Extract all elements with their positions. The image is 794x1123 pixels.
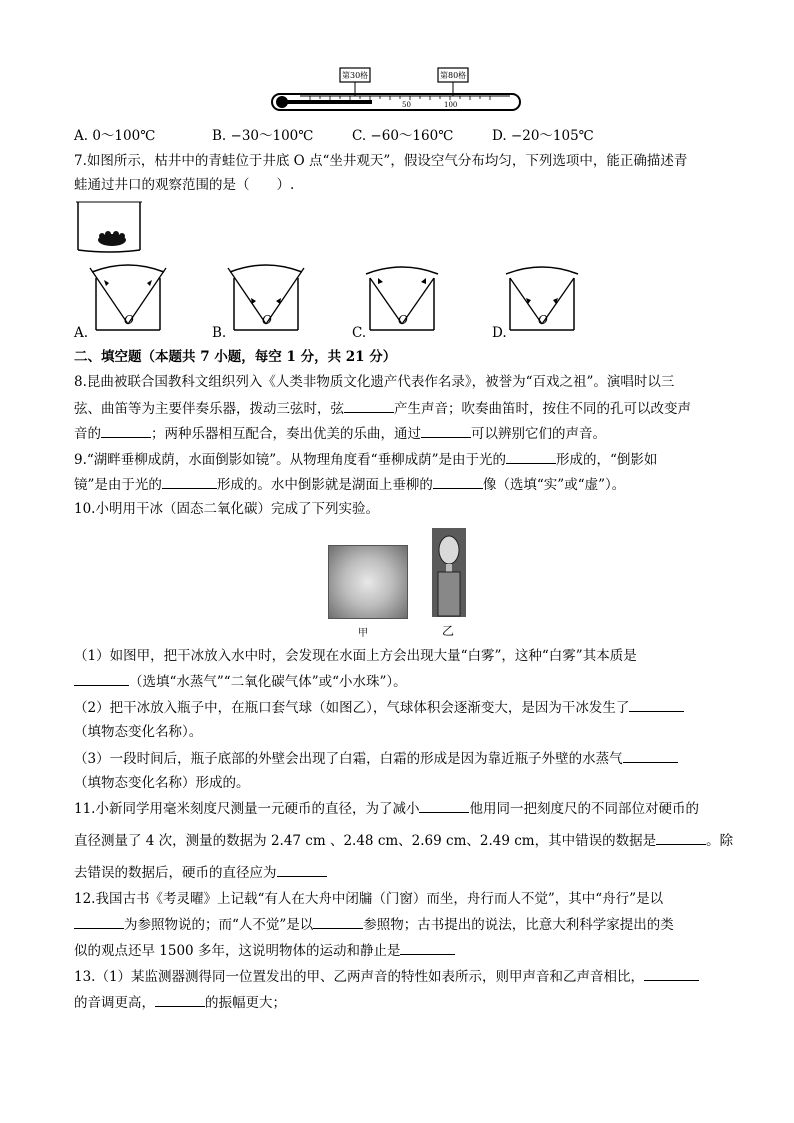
q13-blank-1[interactable] — [644, 966, 699, 981]
q10-part1-line-1: （1）如图甲，把干冰放入水中时，会发现在水面上方会出现大量“白雾”，这种“白雾”其本质是 — [74, 648, 637, 664]
q6-option-a: A. 0～100℃ — [74, 128, 156, 144]
q10-part2-line-2: （填物态变化名称）。 — [74, 724, 203, 740]
q11-line-1 — [74, 798, 724, 819]
q13-line-1 — [74, 966, 724, 987]
q11-line-3 — [74, 862, 724, 883]
q12-text-3a: 似的观点还早 1500 多年，这说明物体的运动和静止是 — [74, 943, 401, 959]
q7-line-2: 蛙通过井口的观察范围的是（ ）. — [74, 177, 295, 193]
balloon-icon — [432, 528, 466, 617]
q10-part3-line-1 — [74, 748, 724, 769]
q7-point-o-c: O — [398, 313, 408, 327]
q9-text-1b: 形成的，“倒影如 — [556, 452, 658, 468]
q9-text-1a: 9.“湖畔垂柳成荫，水面倒影如镜”。从物理角度看“垂柳成荫”是由于光的 — [74, 452, 506, 468]
q13-line-2 — [74, 992, 724, 1013]
thermometer-figure — [270, 64, 526, 116]
q10-part3-line-2: （填物态变化名称）形成的。 — [74, 775, 250, 791]
figure-jia-label: 甲 — [358, 628, 368, 639]
q10-part1-line-2 — [74, 671, 724, 692]
q11-blank-2[interactable] — [656, 830, 706, 845]
q13-text-2a: 的音调更高， — [74, 995, 155, 1011]
q10-text-3a: （3）一段时间后，瓶子底部的外壁会出现了白霜，白霜的形成是因为靠近瓶子外壁的水蒸气 — [74, 751, 623, 767]
q9-text-2a: 镜”是由于光的 — [74, 477, 162, 493]
section-2-heading: 二、填空题（本题共 7 小题，每空 1 分，共 21 分） — [74, 349, 397, 365]
q8-blank-1[interactable] — [344, 398, 394, 413]
q7-option-a-label: A. — [74, 325, 89, 341]
thermometer-mark-80: 第80格 — [440, 71, 467, 80]
q12-blank-1[interactable] — [74, 914, 124, 929]
q7-point-o-d: O — [538, 313, 548, 327]
q8-text-3a: 音的 — [74, 426, 101, 442]
well-frog-figure — [74, 198, 164, 258]
q7-option-d-label: D. — [492, 325, 507, 341]
q12-blank-3[interactable] — [400, 940, 455, 955]
q9-blank-2[interactable] — [162, 474, 217, 489]
q11-text-1b: 他用同一把刻度尺的不同部位对硬币的 — [469, 801, 699, 817]
q8-text-2a: 弦、曲笛等为主要伴奏乐器，拨动三弦时，弦 — [74, 401, 344, 417]
q10-text-1b: （选填“水蒸气”“二氧化碳气体”或“小水珠”）。 — [129, 674, 407, 690]
q9-line-2 — [74, 474, 724, 495]
q10-intro: 10.小明用干冰（固态二氧化碳）完成了下列实验。 — [74, 501, 379, 517]
thermometer-drawing — [270, 64, 526, 116]
q10-blank-3[interactable] — [623, 748, 678, 763]
q12-line-2 — [74, 914, 724, 935]
q9-text-2b: 形成的。水中倒影就是湖面上垂柳的 — [216, 477, 433, 493]
q12-blank-2[interactable] — [313, 914, 363, 929]
q11-line-2 — [74, 830, 734, 851]
q9-text-2c: 像（选填“实”或“虚”）。 — [482, 477, 626, 493]
q10-part2-line-1 — [74, 697, 724, 718]
q11-text-3a: 去错误的数据后，硬币的直径应为 — [74, 865, 277, 881]
q12-line-3 — [74, 940, 724, 961]
thermometer-mark-30: 第30格 — [342, 71, 369, 80]
q11-blank-1[interactable] — [419, 798, 469, 813]
q8-line-2 — [74, 398, 724, 419]
q6-option-b: B. −30～100℃ — [212, 128, 314, 144]
q6-option-c: C. −60～160℃ — [352, 128, 454, 144]
frog-icon — [98, 231, 126, 246]
figure-yi-label: 乙 — [442, 624, 455, 638]
q13-text-1: 13.（1）某监测器测得同一位置发出的甲、乙两声音的特性如表所示，则甲声音和乙声音相比， — [74, 969, 645, 985]
q12-line-1: 12.我国古书《考灵曜》上记载“有人在大舟中闭牖（门窗）而坐，舟行而人不觉”，其中“舟行”是以 — [74, 891, 664, 907]
q8-blank-3[interactable] — [421, 423, 471, 438]
balloon-bottle-photo — [432, 528, 466, 617]
q13-blank-2[interactable] — [155, 992, 205, 1007]
q6-option-d: D. −20～105℃ — [492, 128, 594, 144]
dry-ice-water-photo — [328, 545, 408, 619]
q7-point-o-a: O — [124, 313, 134, 327]
thermometer-scale-a: 50 — [402, 101, 411, 109]
q8-text-3b: ；两种乐器相互配合，奏出优美的乐曲，通过 — [151, 426, 421, 442]
q7-option-b-label: B. — [212, 325, 227, 341]
q8-text-2b: 产生声音；吹奏曲笛时，按住不同的孔可以改变声 — [394, 401, 691, 417]
q9-blank-1[interactable] — [506, 449, 556, 464]
q7-option-c-label: C. — [352, 325, 367, 341]
q9-blank-3[interactable] — [433, 474, 483, 489]
q12-text-2b: 参照物；古书提出的说法，比意大利科学家提出的类 — [363, 917, 674, 933]
q7-line-1: 7.如图所示，枯井中的青蛙位于井底 O 点“坐井观天”，假设空气分布均匀，下列选项中，能正确描述青 — [74, 153, 688, 169]
q10-blank-1[interactable] — [74, 671, 129, 686]
q11-text-1a: 11.小新同学用毫米刻度尺测量一元硬币的直径，为了减小 — [74, 801, 420, 817]
q13-text-2b: 的振幅更大； — [205, 995, 286, 1011]
q11-text-2b: 。除 — [706, 833, 734, 849]
q12-text-2a: 为参照物说的；而“人不觉”是以 — [124, 917, 314, 933]
q9-line-1 — [74, 449, 724, 470]
q10-blank-2[interactable] — [629, 697, 684, 712]
q11-text-2a: 直径测量了 4 次，测量的数据为 2.47 cm 、2.48 cm、2.69 cm、2.49 cm，其中错误的数据是 — [74, 833, 657, 849]
q10-text-2a: （2）把干冰放入瓶子中，在瓶口套气球（如图乙），气球体积会逐渐变大，是因为干冰发生了 — [74, 700, 630, 716]
thermometer-scale-b: 100 — [444, 101, 458, 109]
q8-blank-2[interactable] — [101, 423, 151, 438]
q8-line-1: 8.昆曲被联合国教科文组织列入《人类非物质文化遗产代表作名录》，被誉为“百戏之祖”。演唱时以三 — [74, 374, 675, 390]
q8-line-3 — [74, 423, 724, 444]
q11-blank-3[interactable] — [277, 862, 327, 877]
q8-text-3c: 可以辨别它们的声音。 — [471, 426, 606, 442]
q7-point-o-b: O — [262, 313, 272, 327]
